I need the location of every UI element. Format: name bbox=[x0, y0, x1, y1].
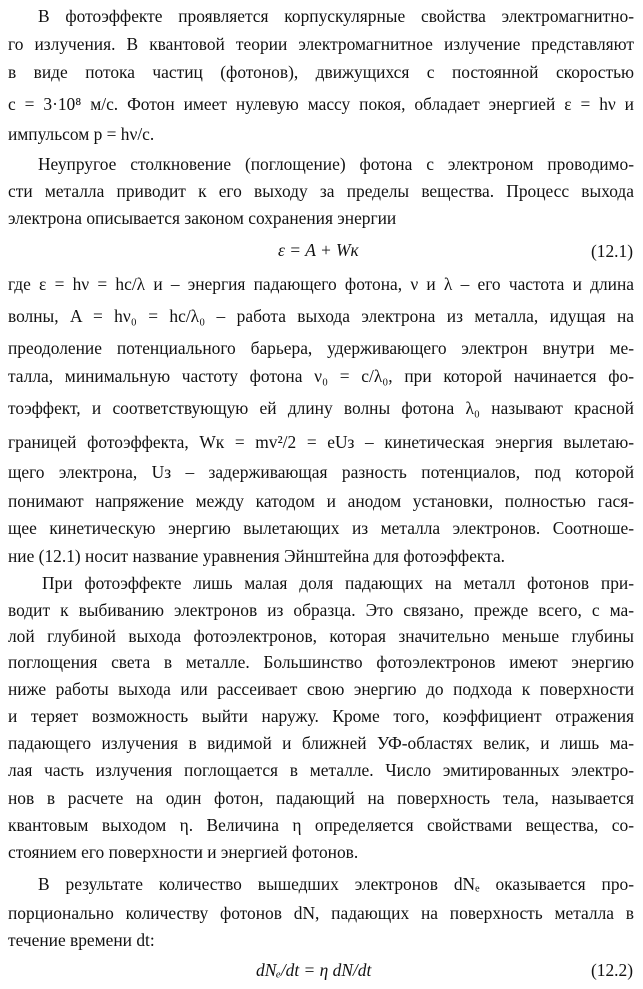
p3-line-5: тоэффект, и соответствующую ей длину волны фотона λ₀ называют красной bbox=[8, 398, 634, 418]
p4-line-6: и теряет возможность выйти наружу. Кроме того, коэффициент отражения bbox=[8, 706, 634, 726]
p3-line-2: волны, A = hν₀ = hc/λ₀ – работа выхода электрона из металла, идущая на bbox=[8, 306, 634, 326]
equation-12-2: dNₑ/dt = η dN/dt bbox=[256, 960, 372, 980]
p1-line-2: го излучения. В квантовой теории электромагнитное излучение представляют bbox=[8, 34, 634, 54]
equation-12-2-number: (12.2) bbox=[590, 960, 633, 980]
p4-line-4: поглощения света в металле. Большинство фотоэлектронов имеют энергию bbox=[8, 652, 634, 672]
p4-line-11: стоянием его поверхности и энергией фотонов. bbox=[8, 842, 359, 862]
p3-line-8: понимают напряжение между катодом и анодом установки, полностью гася- bbox=[8, 491, 634, 511]
p3-line-1: где ε = hν = hc/λ и – энергия падающего фотона, ν и λ – его частота и длина bbox=[8, 274, 634, 294]
p4-line-3: лой глубиной выхода фотоэлектронов, которая значительно меньше глубины bbox=[8, 626, 634, 646]
p3-line-10: ние (12.1) носит название уравнения Эйнштейна для фотоэффекта. bbox=[8, 546, 506, 566]
p2-line-1: Неупругое столкновение (поглощение) фотона с электроном проводимо- bbox=[38, 154, 634, 174]
p5-line-2: порционально количеству фотонов dN, падающих на поверхность металла в bbox=[8, 903, 634, 923]
equation-12-1: ε = A + Wк bbox=[278, 240, 359, 260]
p3-line-4: талла, минимальную частоту фотона ν₀ = c/λ₀, при которой начинается фо- bbox=[8, 366, 634, 386]
p4-line-8: лая часть излучения поглощается в металле. Число эмитированных электро- bbox=[8, 760, 634, 780]
p1-line-4: c = 3·10⁸ м/с. Фотон имеет нулевую массу покоя, обладает энергией ε = hν и bbox=[8, 94, 634, 114]
p3-line-9: щее кинетическую энергию вылетающих из металла электронов. Соотноше- bbox=[8, 518, 634, 538]
p3-line-3: преодоление потенциального барьера, удерживающего электрон внутри ме- bbox=[8, 338, 634, 358]
p4-line-7: падающего излучения в видимой и ближней УФ-областях велик, и лишь ма- bbox=[8, 733, 634, 753]
p3-line-6: границей фотоэффекта, Wк = mv²/2 = eUз – кинетическая энергия вылетаю- bbox=[8, 432, 634, 452]
p5-line-3: течение времени dt: bbox=[8, 930, 155, 950]
p1-line-3: в виде потока частиц (фотонов), движущихся с постоянной скоростью bbox=[8, 62, 634, 82]
p4-line-9: нов в расчете на один фотон, падающий на поверхность тела, называется bbox=[8, 788, 634, 808]
p2-line-3: электрона описывается законом сохранения энергии bbox=[8, 208, 397, 228]
p1-line-5: импульсом p = hν/c. bbox=[8, 124, 155, 144]
equation-12-1-number: (12.1) bbox=[590, 241, 633, 261]
p4-line-10: квантовым выходом η. Величина η определяется свойствами вещества, со- bbox=[8, 815, 634, 835]
p3-line-7: щего электрона, Uз – задерживающая разность потенциалов, под которой bbox=[8, 462, 634, 482]
p2-line-2: сти металла приводит к его выходу за пределы вещества. Процесс выхода bbox=[8, 181, 634, 201]
p4-line-1: При фотоэффекте лишь малая доля падающих на металл фотонов при- bbox=[42, 573, 634, 593]
p1-line-1: В фотоэффекте проявляется корпускулярные свойства электромагнитно- bbox=[38, 6, 634, 26]
p4-line-5: ниже работы выхода или рассеивает свою энергию до подхода к поверхности bbox=[8, 679, 634, 699]
p4-line-2: водит к выбиванию электронов из образца. Это связано, прежде всего, с ма- bbox=[8, 600, 634, 620]
p5-line-1: В результате количество вышедших электронов dNₑ оказывается про- bbox=[38, 874, 634, 894]
